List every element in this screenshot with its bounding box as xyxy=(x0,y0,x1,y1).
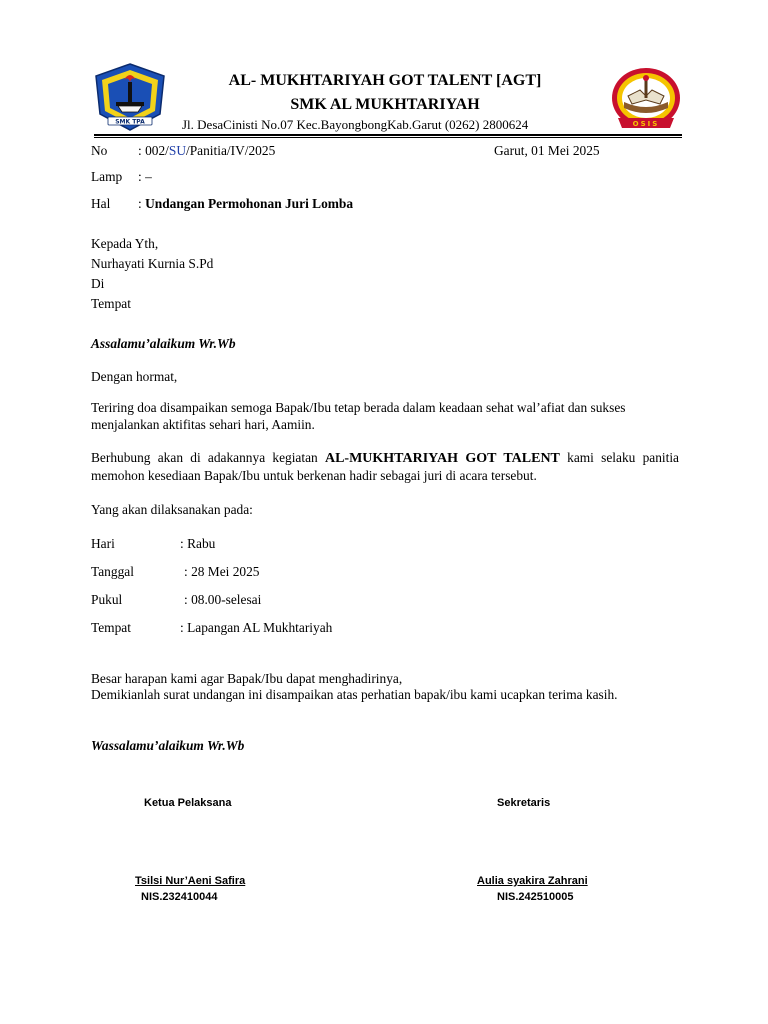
hal-colon: : xyxy=(138,196,142,211)
header-divider xyxy=(94,134,682,136)
schedule-day-label: Hari xyxy=(91,536,115,551)
right-signer-id: NIS.242510005 xyxy=(497,891,574,903)
recipient-name: Nurhayati Kurnia S.Pd xyxy=(91,256,214,271)
left-signer-id: NIS.232410044 xyxy=(141,891,218,903)
invitation-text-pre: Berhubung akan di adakannya kegiatan xyxy=(91,450,325,465)
school-address: Jl. DesaCinisti No.07 Kec.BayongbongKab.Garut (0262) 2800624 xyxy=(182,117,529,132)
left-signer-role: Ketua Pelaksana xyxy=(144,797,232,809)
schedule-time-value: : 08.00-selesai xyxy=(184,592,262,607)
hal-label: Hal xyxy=(91,196,111,211)
header-divider-thin xyxy=(94,137,682,138)
schedule-place-label: Tempat xyxy=(91,620,131,635)
letter-number-prefix: : 002/ xyxy=(138,143,169,158)
schedule-date-label: Tanggal xyxy=(91,564,134,579)
hal-value: Undangan Permohonan Juri Lomba xyxy=(145,196,354,211)
recipient-di: Di xyxy=(91,276,105,291)
schedule-intro: Yang akan dilaksanakan pada: xyxy=(91,502,253,517)
right-signer-name: Aulia syakira Zahrani xyxy=(477,875,588,887)
right-signer-role: Sekretaris xyxy=(497,797,551,809)
hal-subject xyxy=(138,195,353,212)
greeting: Assalamu’alaikum Wr.Wb xyxy=(91,336,236,351)
no-label: No xyxy=(91,143,108,158)
closing-hope: Besar harapan kami agar Bapak/Ibu dapat menghadirinya, xyxy=(91,671,403,686)
farewell: Wassalamu’alaikum Wr.Wb xyxy=(91,738,245,753)
letter-number xyxy=(138,142,275,159)
paragraph-prayer: Teriring doa disampaikan semoga Bapak/Ibu tetap berada dalam keadaan sehat wal’afiat dan sukses menjalankan aktifitas sehari hari, Aamiin. xyxy=(91,400,626,432)
letter-date: Garut, 01 Mei 2025 xyxy=(494,143,600,158)
closing-thanks: Demikianlah surat undangan ini disampaikan atas perhatian bapak/ibu kami ucapkan terima kasih. xyxy=(91,687,618,702)
letter-number-suffix: /Panitia/IV/2025 xyxy=(186,143,276,158)
recipient-salutation: Kepada Yth, xyxy=(91,236,159,251)
schedule-time-label: Pukul xyxy=(91,592,123,607)
recipient-place: Tempat xyxy=(91,296,131,311)
event-name-bold: AL-MUKHTARIYAH GOT TALENT xyxy=(324,451,560,466)
lamp-value: : – xyxy=(138,169,152,184)
left-signer-name: Tsilsi Nur’Aeni Safira xyxy=(135,875,246,887)
right-logo-text: OSIS xyxy=(632,120,660,128)
invitation-text-post: kami selaku panitia memohon kesediaan Bapak/Ibu untuk berkenan hadir sebagai juri di acara tersebut. xyxy=(91,450,680,483)
lamp-label: Lamp xyxy=(91,169,123,184)
schedule-date-value: : 28 Mei 2025 xyxy=(184,564,260,579)
schedule-place-value: : Lapangan AL Mukhtariyah xyxy=(180,620,333,635)
letter-number-code: SU xyxy=(168,143,186,158)
paragraph-invitation xyxy=(91,449,679,484)
event-title: AL- MUKHTARIYAH GOT TALENT [AGT] xyxy=(228,72,542,89)
schedule-day-value: : Rabu xyxy=(180,536,216,551)
school-name: SMK AL MUKHTARIYAH xyxy=(290,96,480,113)
left-logo-text: SMK TPA xyxy=(115,118,145,126)
osis-emblem-icon xyxy=(610,66,682,133)
opening: Dengan hormat, xyxy=(91,369,178,384)
